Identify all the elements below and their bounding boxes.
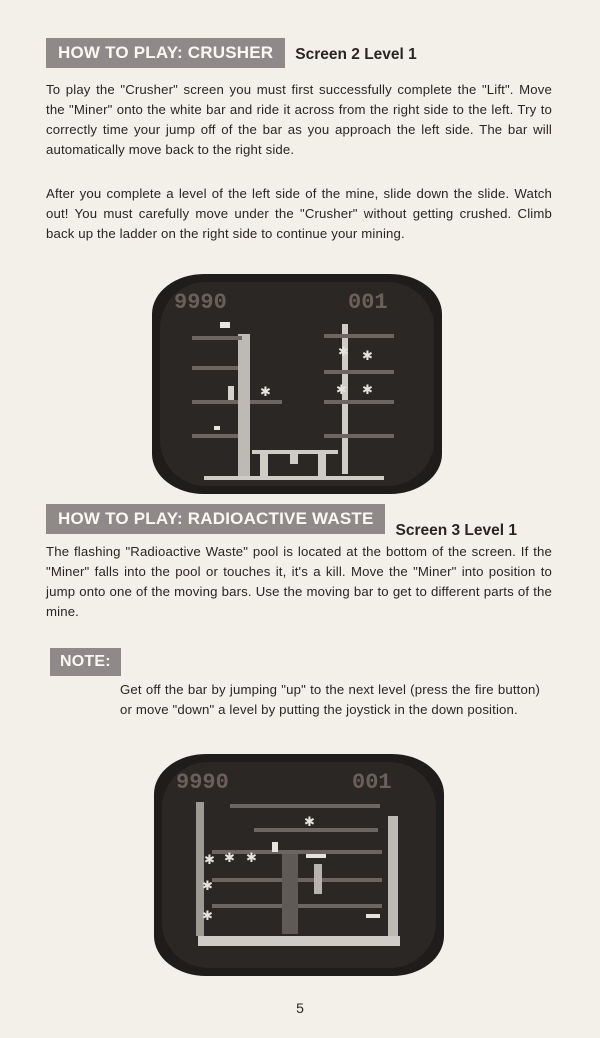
section-banner: HOW TO PLAY: RADIOACTIVE WASTE: [46, 504, 385, 534]
game-screenshot-crusher: [152, 274, 442, 494]
score-readout: 9990: [176, 770, 229, 795]
svg-text:✱: ✱: [362, 348, 373, 363]
note-text: Get off the bar by jumping "up" to the next level (press the fire button) or move "down" a level by putting the joystick in the down position.: [120, 682, 540, 717]
screen-level-label: Screen 2 Level 1: [295, 46, 417, 63]
level-readout: 001: [348, 290, 388, 315]
paragraph: To play the "Crusher" screen you must first successfully complete the "Lift". Move the "Miner" onto the white bar and ride it across from the right side to the left. Try to correctly time your jump off of the bar as you approach the left side. The bar will automatically move back to the right side.: [46, 82, 552, 157]
section-banner: HOW TO PLAY: CRUSHER: [46, 38, 285, 68]
section-radioactive-heading: [46, 504, 517, 539]
game-screenshot-radioactive-waste: [154, 754, 444, 976]
svg-text:✱: ✱: [224, 850, 235, 865]
note-banner: NOTE:: [50, 648, 121, 676]
svg-text:✱: ✱: [246, 850, 257, 865]
level-readout: 001: [352, 770, 392, 795]
svg-text:✱: ✱: [202, 908, 213, 923]
svg-text:✱: ✱: [336, 382, 347, 397]
svg-text:✱: ✱: [202, 878, 213, 893]
screen-level-label: Screen 3 Level 1: [395, 522, 517, 539]
svg-text:✱: ✱: [204, 852, 215, 867]
paragraph: The flashing "Radioactive Waste" pool is located at the bottom of the screen. If the "Miner" falls into the pool or touches it, it's a kill. Move the "Miner" into position to jump onto one of the moving bars. Use the moving bar to get to different parts of the mine.: [46, 544, 552, 619]
section-crusher-heading: [46, 38, 417, 68]
page-number: 5: [296, 1000, 304, 1016]
svg-text:✱: ✱: [338, 344, 349, 359]
paragraph: After you complete a level of the left side of the mine, slide down the slide. Watch out! You must carefully move under the "Crusher" without getting crushed. Climb back up the ladder on the right side to continue your mining.: [46, 186, 552, 241]
svg-text:✱: ✱: [362, 382, 373, 397]
score-readout: 9990: [174, 290, 227, 315]
svg-text:✱: ✱: [304, 814, 315, 829]
svg-text:✱: ✱: [260, 384, 271, 399]
